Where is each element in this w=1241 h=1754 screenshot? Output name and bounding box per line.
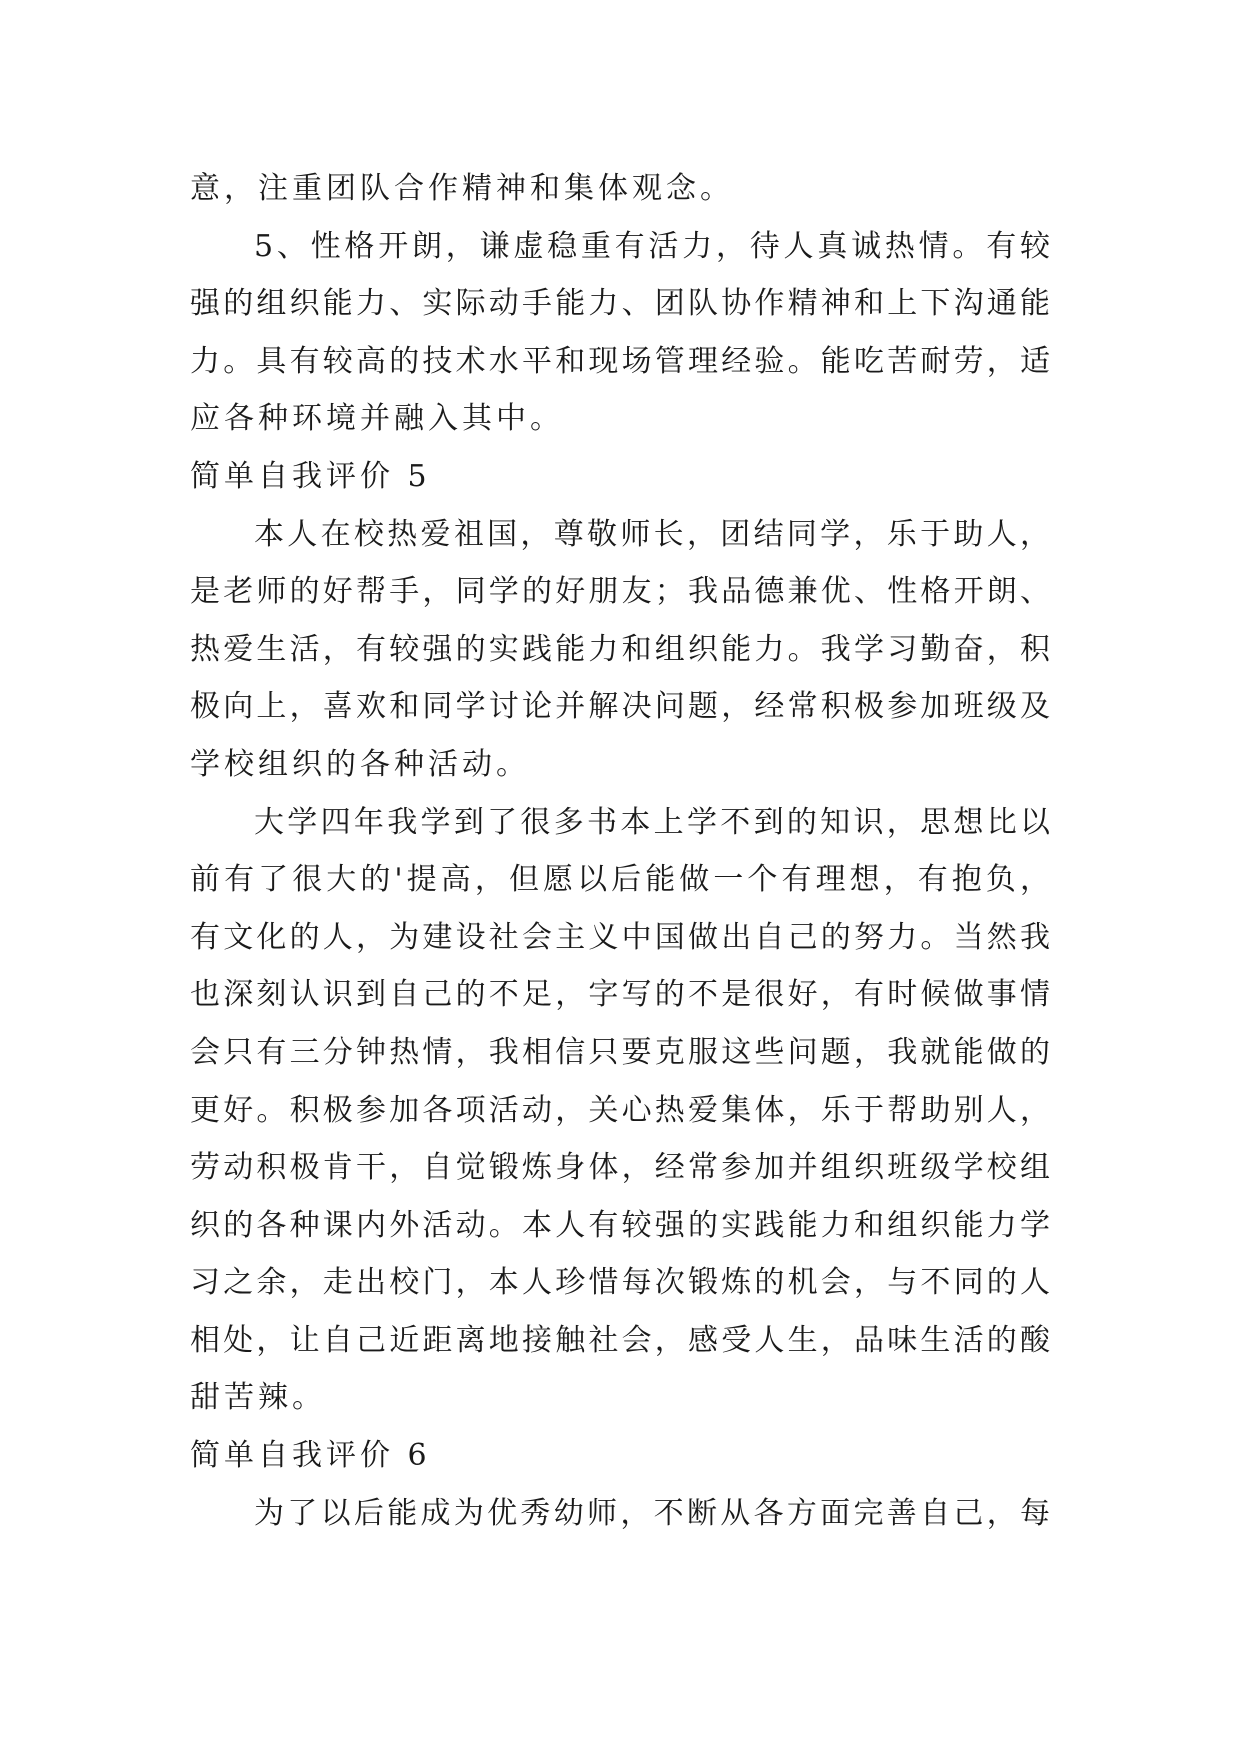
paragraph-line: 5、性格开朗，谦虚稳重有活力，待人真诚热情。有较 bbox=[254, 228, 1050, 264]
paragraph-line: 会只有三分钟热情，我相信只要克服这些问题，我就能做的 bbox=[190, 1034, 1050, 1070]
paragraph-line: 大学四年我学到了很多书本上学不到的知识，思想比以 bbox=[254, 804, 1050, 840]
paragraph-line: 甜苦辣。 bbox=[190, 1380, 326, 1416]
paragraph-line: 更好。积极参加各项活动，关心热爱集体，乐于帮助别人， bbox=[190, 1092, 1050, 1128]
paragraph-line: 应各种环境并融入其中。 bbox=[190, 401, 564, 437]
paragraph-line: 习之余，走出校门，本人珍惜每次锻炼的机会，与不同的人 bbox=[190, 1265, 1050, 1301]
paragraph-line: 织的各种课内外活动。本人有较强的实践能力和组织能力学 bbox=[190, 1207, 1050, 1243]
paragraph-line: 前有了很大的'提高，但愿以后能做一个有理想，有抱负， bbox=[190, 862, 1050, 898]
paragraph-line: 强的组织能力、实际动手能力、团队协作精神和上下沟通能 bbox=[190, 286, 1050, 322]
section-heading: 简单自我评价 6 bbox=[190, 1438, 431, 1474]
paragraph-line: 学校组织的各种活动。 bbox=[190, 746, 530, 782]
paragraph-line: 本人在校热爱祖国，尊敬师长，团结同学，乐于助人， bbox=[254, 516, 1050, 552]
paragraph-line: 意，注重团队合作精神和集体观念。 bbox=[190, 171, 734, 206]
paragraph-line: 劳动积极肯干，自觉锻炼身体，经常参加并组织班级学校组 bbox=[190, 1150, 1050, 1186]
paragraph-line: 热爱生活，有较强的实践能力和组织能力。我学习勤奋，积 bbox=[190, 631, 1050, 667]
paragraph-line: 是老师的好帮手，同学的好朋友；我品德兼优、性格开朗、 bbox=[190, 574, 1050, 610]
paragraph-line: 也深刻认识到自己的不足，字写的不是很好，有时候做事情 bbox=[190, 977, 1050, 1013]
paragraph-line: 有文化的人，为建设社会主义中国做出自己的努力。当然我 bbox=[190, 919, 1050, 955]
paragraph-line: 为了以后能成为优秀幼师，不断从各方面完善自己，每 bbox=[254, 1495, 1050, 1531]
paragraph-line: 力。具有较高的技术水平和现场管理经验。能吃苦耐劳，适 bbox=[190, 343, 1050, 379]
document-body bbox=[190, 160, 1050, 1542]
paragraph-line: 极向上，喜欢和同学讨论并解决问题，经常积极参加班级及 bbox=[190, 689, 1050, 725]
paragraph-line: 相处，让自己近距离地接触社会，感受人生，品味生活的酸 bbox=[190, 1322, 1050, 1358]
section-heading: 简单自我评价 5 bbox=[190, 458, 431, 494]
